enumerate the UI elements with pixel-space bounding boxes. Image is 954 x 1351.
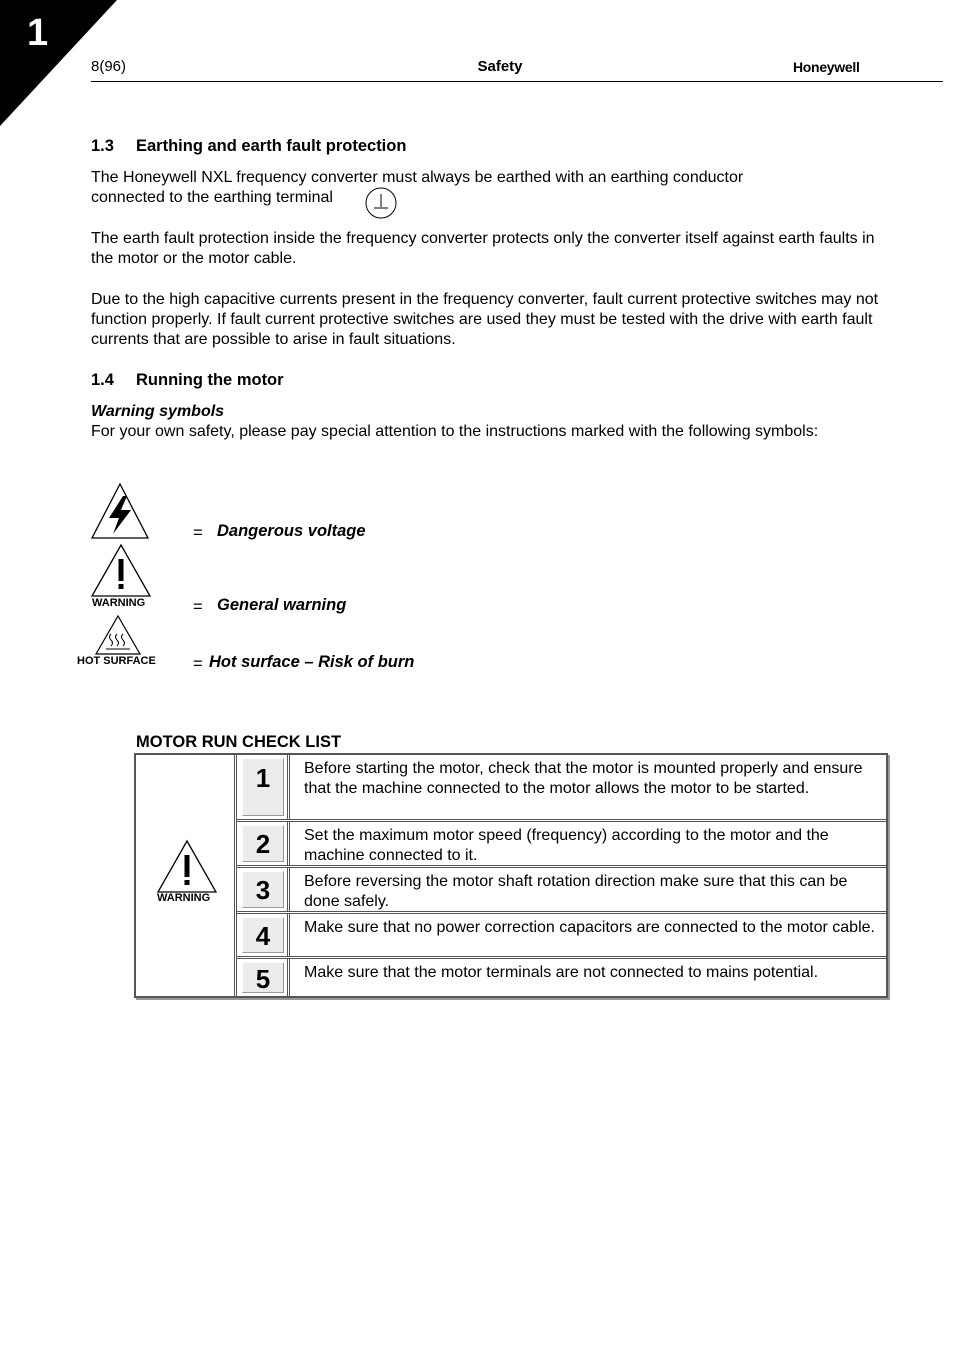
warning-symbols-intro: For your own safety, please pay special attention to the instructions marked with the following symbols: bbox=[91, 423, 819, 440]
checklist-number: 3 bbox=[255, 875, 271, 905]
checklist-item-text: Make sure that no power correction capacitors are connected to the motor cable. bbox=[304, 919, 875, 936]
checklist-number-cell bbox=[236, 868, 290, 911]
checklist-row bbox=[236, 822, 886, 865]
checklist-number-cell bbox=[236, 959, 290, 996]
page-header-title: Safety bbox=[477, 58, 523, 75]
warning-symbols-heading: Warning symbols bbox=[91, 403, 225, 420]
number-box bbox=[242, 825, 284, 862]
checklist-title: MOTOR RUN CHECK LIST bbox=[136, 733, 342, 751]
section-number: 1.3 bbox=[91, 137, 114, 155]
checklist-row bbox=[236, 959, 886, 996]
chapter-number: 1 bbox=[27, 12, 49, 54]
earth-terminal-icon bbox=[364, 187, 398, 219]
number-box bbox=[242, 917, 284, 953]
paragraph-earthing: The Honeywell NXL frequency converter must always be earthed with an earthing conductor connected to the earthing terminal bbox=[91, 169, 744, 206]
paragraph-earth-fault: The earth fault protection inside the frequency converter protects only the converter itself against earth faults in the motor or the motor cable. bbox=[91, 230, 875, 267]
checklist-warning-caption: WARNING bbox=[157, 892, 211, 904]
checklist-number-cell bbox=[236, 822, 290, 865]
page-number: 8(96) bbox=[91, 58, 127, 75]
general-warning-icon bbox=[156, 839, 218, 895]
paragraph-capacitive-currents: Due to the high capacitive currents present in the frequency converter, fault current protective switches may not function properly. If fault current protective switches are used they must be tested with the drive with earth fault currents that are possible to arise in fault situations. bbox=[91, 291, 879, 348]
header-rule bbox=[91, 81, 943, 82]
section-heading-1-3 bbox=[91, 137, 406, 156]
brand-logo: Honeywell bbox=[793, 59, 860, 75]
motor-run-checklist bbox=[134, 753, 888, 998]
checklist-row bbox=[236, 755, 886, 819]
dangerous-voltage-icon bbox=[89, 482, 151, 540]
symbol-equals: = bbox=[193, 655, 203, 673]
symbol-label-general-warning: General warning bbox=[217, 596, 347, 614]
checklist-number-cell bbox=[236, 914, 290, 956]
hot-surface-caption: HOT SURFACE bbox=[77, 655, 156, 667]
checklist-item-text: Make sure that the motor terminals are not connected to mains potential. bbox=[304, 964, 819, 981]
checklist-warning-cell bbox=[136, 755, 237, 996]
symbol-equals: = bbox=[193, 598, 203, 616]
number-box bbox=[242, 962, 284, 993]
number-box bbox=[242, 871, 284, 908]
section-title: Earthing and earth fault protection bbox=[136, 137, 407, 155]
section-heading-1-4 bbox=[91, 371, 284, 390]
checklist-item-text: Before starting the motor, check that the motor is mounted properly and ensure that the machine connected to the motor allows the motor to be started. bbox=[304, 760, 863, 797]
general-warning-icon bbox=[90, 543, 152, 599]
warning-caption: WARNING bbox=[92, 597, 146, 609]
checklist-number-cell bbox=[236, 755, 290, 819]
symbol-label-hot-surface: Hot surface – Risk of burn bbox=[209, 653, 415, 671]
checklist-number: 5 bbox=[255, 964, 271, 994]
symbol-label-dangerous-voltage: Dangerous voltage bbox=[217, 522, 366, 540]
checklist-item-text: Before reversing the motor shaft rotation direction make sure that this can be done safely. bbox=[304, 873, 848, 910]
checklist-number: 1 bbox=[255, 763, 271, 793]
number-box bbox=[242, 758, 284, 816]
checklist-row bbox=[236, 868, 886, 911]
section-title: Running the motor bbox=[136, 371, 284, 389]
checklist-item-text: Set the maximum motor speed (frequency) according to the motor and the machine connected to it. bbox=[304, 827, 829, 864]
checklist-number: 2 bbox=[255, 829, 271, 859]
checklist-number: 4 bbox=[255, 921, 271, 951]
section-number: 1.4 bbox=[91, 371, 114, 389]
hot-surface-icon bbox=[94, 614, 142, 656]
symbol-equals: = bbox=[193, 524, 203, 542]
checklist-row bbox=[236, 914, 886, 956]
